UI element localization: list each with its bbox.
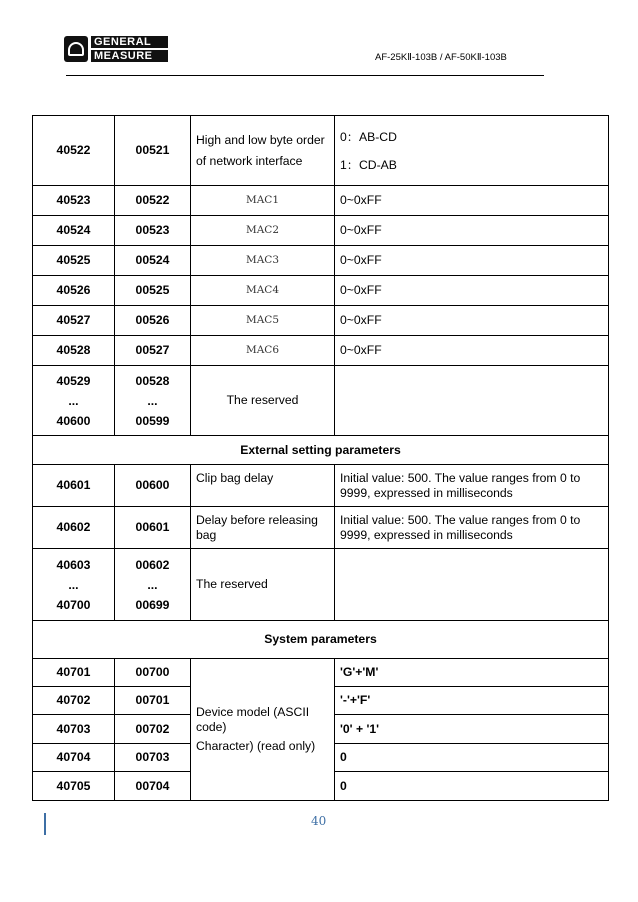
offset-cell: 00704 <box>115 772 191 801</box>
name-cell: High and low byte order of network interface <box>191 116 335 186</box>
name-cell: MAC3 <box>191 246 335 276</box>
range-cell <box>335 549 609 621</box>
address-cell: 40704 <box>33 744 115 772</box>
address-cell: 40524 <box>33 216 115 246</box>
offset-cell: 00701 <box>115 687 191 715</box>
address-range-cell <box>33 366 115 436</box>
offset-range-cell <box>115 366 191 436</box>
table-row <box>33 507 609 549</box>
table-row <box>33 246 609 276</box>
offset-cell: 00526 <box>115 306 191 336</box>
offset-end: 00699 <box>135 597 170 612</box>
range-cell: 0~0xFF <box>335 186 609 216</box>
offset-cell: 00702 <box>115 715 191 744</box>
offset-cell: 00527 <box>115 336 191 366</box>
ellipsis: ... <box>68 393 79 408</box>
address-cell: 40703 <box>33 715 115 744</box>
address-cell: 40705 <box>33 772 115 801</box>
address-cell: 40526 <box>33 276 115 306</box>
address-cell: 40601 <box>33 465 115 507</box>
device-model-label-1: Device model (ASCII code) <box>196 705 310 734</box>
range-cell: 0~0xFF <box>335 216 609 246</box>
name-cell: The reserved <box>191 549 335 621</box>
table-row <box>33 216 609 246</box>
table-row <box>33 186 609 216</box>
name-cell: MAC2 <box>191 216 335 246</box>
offset-cell: 00525 <box>115 276 191 306</box>
name-cell: MAC1 <box>191 186 335 216</box>
address-cell: 40701 <box>33 659 115 687</box>
range-cell <box>335 366 609 436</box>
offset-cell: 00524 <box>115 246 191 276</box>
offset-cell: 00521 <box>115 116 191 186</box>
name-cell: Delay before releasing bag <box>191 507 335 549</box>
logo-line-2: MEASURE <box>91 50 168 62</box>
offset-end: 00599 <box>135 413 170 428</box>
offset-start: 00602 <box>135 557 170 572</box>
range-cell: 0 <box>335 772 609 801</box>
table-row <box>33 276 609 306</box>
address-start: 40529 <box>56 373 91 388</box>
offset-cell: 00523 <box>115 216 191 246</box>
offset-cell: 00700 <box>115 659 191 687</box>
name-cell: MAC4 <box>191 276 335 306</box>
ellipsis: ... <box>68 577 79 592</box>
range-line: 0：AB-CD <box>340 129 397 144</box>
address-cell: 40702 <box>33 687 115 715</box>
range-cell: 0~0xFF <box>335 246 609 276</box>
offset-range-cell <box>115 549 191 621</box>
address-cell: 40522 <box>33 116 115 186</box>
model-number: AF-25KⅡ-103B / AF-50KⅡ-103B <box>375 52 507 63</box>
table-row <box>33 465 609 507</box>
logo-emblem-icon <box>64 36 88 62</box>
offset-cell: 00600 <box>115 465 191 507</box>
address-cell: 40527 <box>33 306 115 336</box>
footer-bar <box>44 813 46 835</box>
name-cell: The reserved <box>191 366 335 436</box>
section-row <box>33 436 609 465</box>
range-cell <box>335 116 609 186</box>
section-heading: External setting parameters <box>33 436 609 465</box>
address-end: 40600 <box>56 413 91 428</box>
section-row <box>33 621 609 659</box>
header-rule <box>66 75 544 76</box>
device-model-label-2: Character) (read only) <box>196 739 316 753</box>
offset-start: 00528 <box>135 373 170 388</box>
range-cell: 0~0xFF <box>335 306 609 336</box>
register-table <box>32 115 609 801</box>
logo-line-1: GENERAL <box>91 36 168 48</box>
general-measure-logo <box>64 36 168 64</box>
range-cell: 0~0xFF <box>335 276 609 306</box>
ellipsis: ... <box>147 393 158 408</box>
range-cell: Initial value: 500. The value ranges from 0 to 9999, expressed in milliseconds <box>335 507 609 549</box>
table-row <box>33 549 609 621</box>
range-cell: 'G'+'M' <box>335 659 609 687</box>
range-line: 1：CD-AB <box>340 157 397 172</box>
name-cell: MAC6 <box>191 336 335 366</box>
range-cell: 0~0xFF <box>335 336 609 366</box>
ellipsis: ... <box>147 577 158 592</box>
name-cell: MAC5 <box>191 306 335 336</box>
offset-cell: 00703 <box>115 744 191 772</box>
address-range-cell <box>33 549 115 621</box>
address-end: 40700 <box>56 597 91 612</box>
offset-cell: 00522 <box>115 186 191 216</box>
address-cell: 40602 <box>33 507 115 549</box>
address-cell: 40523 <box>33 186 115 216</box>
offset-cell: 00601 <box>115 507 191 549</box>
address-start: 40603 <box>56 557 91 572</box>
name-cell: Clip bag delay <box>191 465 335 507</box>
address-cell: 40528 <box>33 336 115 366</box>
table-row <box>33 116 609 186</box>
range-cell: '0' + '1' <box>335 715 609 744</box>
address-cell: 40525 <box>33 246 115 276</box>
table-row <box>33 659 609 687</box>
device-model-cell <box>191 659 335 801</box>
section-heading: System parameters <box>33 621 609 659</box>
page-number: 40 <box>311 814 327 828</box>
range-cell: Initial value: 500. The value ranges from 0 to 9999, expressed in milliseconds <box>335 465 609 507</box>
table-row <box>33 336 609 366</box>
table-row <box>33 366 609 436</box>
range-cell: '-'+'F' <box>335 687 609 715</box>
range-cell: 0 <box>335 744 609 772</box>
table-row <box>33 306 609 336</box>
